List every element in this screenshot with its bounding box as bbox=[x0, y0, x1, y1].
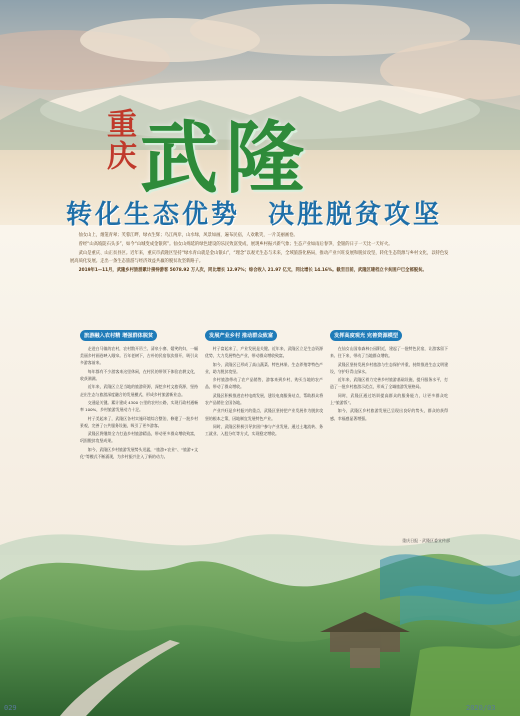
col3-paragraph: 如今，武隆区乡村旅游发展已呈现出良好的势头，群众的获得感、幸福感显著增强。 bbox=[330, 408, 448, 421]
col3-paragraph: 同时，武隆区通过培训提高群众的服务能力，让更多群众吃上“旅游饭”。 bbox=[330, 392, 448, 405]
col2-paragraph: 如今，武隆区已形成了高山蔬菜、特色林果、生态养殖等特色产业，助力脱贫攻坚。 bbox=[205, 361, 323, 374]
intro-block bbox=[70, 232, 450, 276]
column-1 bbox=[80, 330, 198, 461]
intro-paragraph-4: 2019年1—11月，武隆乡村旅游累计接待游客 5078.92 万人次，同比增长 12.97%；综合收入 21.97 亿元，同比增长 14.16%。截至目前，武隆区建档立卡贫困户已全部脱贫。 bbox=[78, 268, 427, 273]
source-credit: 重庆日报 · 武隆区委宣传部 bbox=[402, 538, 450, 543]
section-head-1 bbox=[80, 330, 198, 341]
section-title-2: 发展产业乡村 推动群众致富 bbox=[205, 330, 277, 341]
col3-paragraph: 武隆区坚持发展乡村旅游与生态保护并重，持续推进生态文明建设，守护好青山绿水。 bbox=[330, 361, 448, 374]
section-head-3 bbox=[330, 330, 448, 341]
col1-paragraph: 如今，武隆区乡村旅游发展势头迅猛，“旅游+农业”、“旅游+文化”等模式不断涌现，为乡村振兴注入了新的动力。 bbox=[80, 446, 198, 459]
page-number-right: 2020/03 bbox=[466, 704, 496, 712]
col1-paragraph: 走进白马镇的农村，农村散开吊兰、清泉小寨、嬉笑的妇，一幅美丽乡村画卷映入眼帘。百年老树下，古朴的民宿依次排开，吸引众多游客前来。 bbox=[80, 346, 198, 366]
col2-paragraph: 武隆区积极推进农村电商发展，建设电商服务站点，帮助群众将农产品销往全国各地。 bbox=[205, 392, 323, 405]
col1-paragraph: 每年都有不少游客来这里休闲，在村民的带领下体验农耕文化，收获满满。 bbox=[80, 368, 198, 381]
col1-paragraph: 村子美起来了，武隆区各村实施环境综合整治，修建了一批乡村景观，完善了公共服务设施，吸引了更多游客。 bbox=[80, 415, 198, 428]
col1-paragraph: 近年来，武隆区立足当地的旅游资源，深挖乡村文旅资源，坚持走出生态与旅游深度融合的发展模式，形成乡村旅游新业态。 bbox=[80, 384, 198, 397]
intro-paragraph-1: 仙女山上，烟笼青翠；芙蓉江畔，绿衣生辉；乌江两岸，山水绿，风景如画，遍布民宿，人欢歌笑，一片美丽画卷。 bbox=[78, 233, 298, 238]
col2-paragraph: 乡村旅游带动了农产品销售，游客来到乡村，购买当地的农产品，带动了群众增收。 bbox=[205, 377, 323, 390]
section-head-2 bbox=[205, 330, 323, 341]
main-title: 武隆 bbox=[140, 113, 313, 204]
intro-paragraph-3: 武山是重庆、山正贫县区。近年来，重庆市武隆区坚持“绿水青山就是金山银山”，“理念”以观光生态与未来，全域旅游化格局，推动产业兴旺发展和脱贫攻坚，转化生态资源与乡村文化，以特色发展高质化发展。走出一条生态旅游与经济效益共赢的脱贫攻坚新路子。 bbox=[70, 251, 449, 264]
col3-paragraph: 在仙女山国家森林公园附近，建起了一批特色民宿，让游客留下来、住下来，带动了当地群众增收。 bbox=[330, 346, 448, 359]
col2-paragraph: 同时，武隆区积极引导贫困户参与产业发展，通过土地流转、务工就业、入股分红等方式，实现稳定增收。 bbox=[205, 423, 323, 437]
subtitle-right: 决胜脱贫攻坚 bbox=[268, 200, 443, 230]
section-title-1: 旅游融入农村精 增强群体脱贫 bbox=[80, 330, 157, 341]
intro-paragraph-2: 曾经“山高坡陡石头多”，如今“山城变成金银窝”。仙女山绵延的绿色建设的乐民致富变成，展现乡村振兴新气象；生态产业如雨后春笋，金银的日子一天比一天好火。 bbox=[78, 242, 393, 247]
place-label: 重庆 bbox=[101, 108, 136, 172]
section-title-3: 发挥高度观光 完善资源模型 bbox=[330, 330, 402, 341]
col3-paragraph: 近年来，武隆区着力完善乡村旅游基础设施，提升服务水平，打造了一批乡村旅游示范点，形成了全域旅游发展格局。 bbox=[330, 377, 448, 390]
column-2 bbox=[205, 330, 323, 439]
col2-paragraph: 村子富起来了，产业发展是关键。近年来，武隆区立足生态资源优势，大力发展特色产业，带动群众增收致富。 bbox=[205, 346, 323, 359]
subtitle-left: 转化生态优势 bbox=[66, 200, 241, 230]
page-number-left: 029 bbox=[4, 704, 17, 712]
col1-paragraph: 交通是关键。累计建成 4300 公里的农村公路，实现行政村通畅率 100%，乡村旅游发展动力十足。 bbox=[80, 399, 198, 413]
col1-paragraph: 武隆区将继续全力打造乡村旅游精品，带动更多群众增收致富，巩固脱贫攻坚成果。 bbox=[80, 431, 198, 444]
col2-paragraph: 产业兴旺是乡村振兴的重点，武隆区坚持把产业发展作为脱贫攻坚的根本之策，因地制宜发展特色产业。 bbox=[205, 408, 323, 421]
column-3 bbox=[330, 330, 448, 423]
